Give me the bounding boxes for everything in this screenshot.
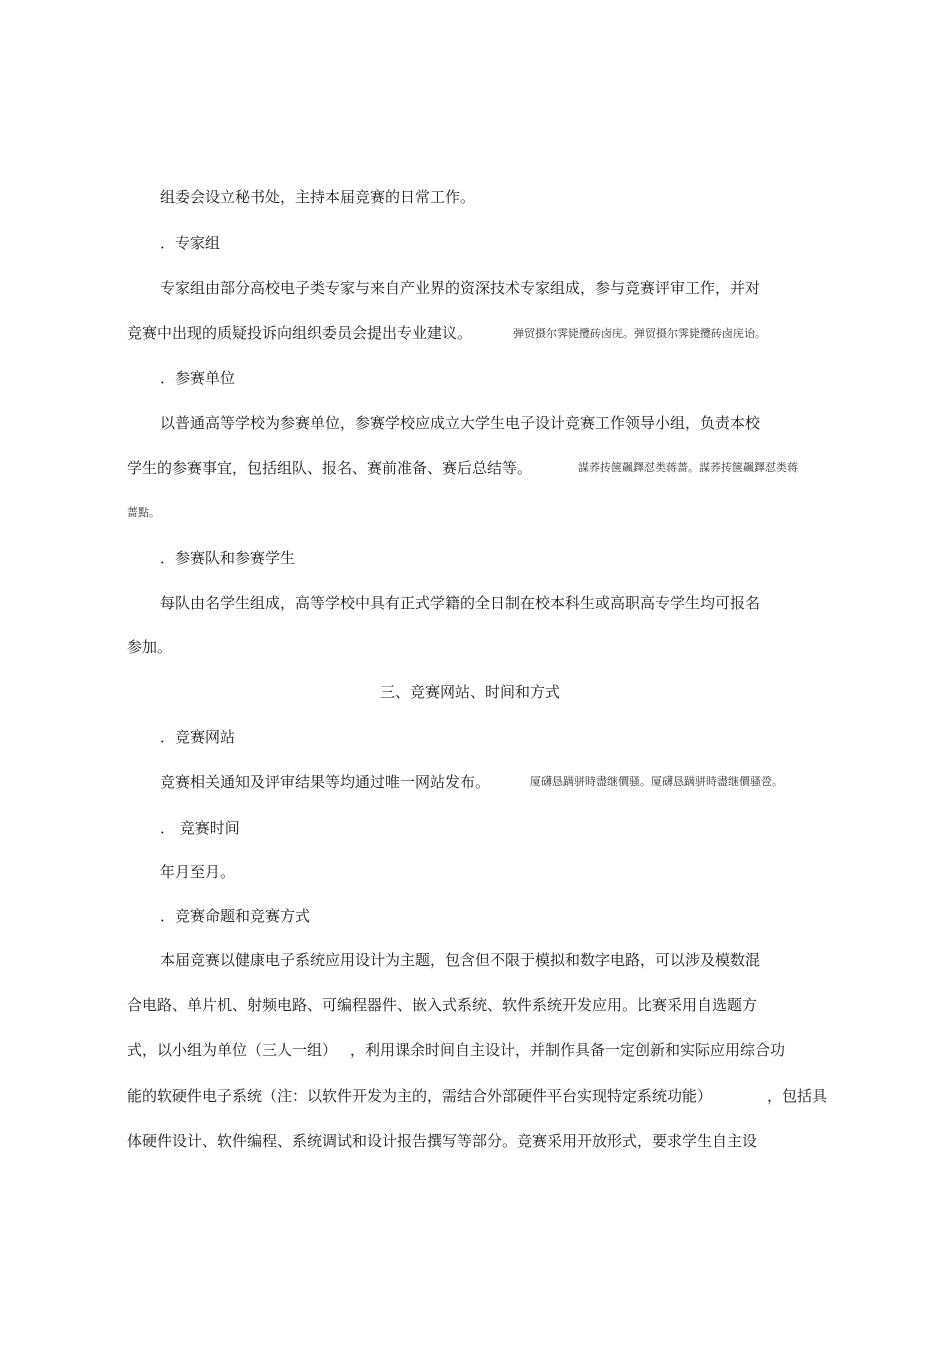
paragraph-mode-1: 本届竞赛以健康电子系统应用设计为主题，包含但不限于模拟和数字电路，可以涉及模数混 bbox=[160, 951, 761, 969]
paragraph-mode-4b: ，包括具 bbox=[767, 1087, 828, 1105]
heading-time: ． 竞赛时间 bbox=[160, 819, 240, 837]
paragraph-mode-3b: ，利用课余时间自主设计，并制作具备一定创新和实际应用综合功 bbox=[350, 1041, 786, 1059]
garbled-text-2: 謀荞抟箧飆鐸怼类蒋蔷。謀荞抟箧飆鐸怼类蒋 bbox=[578, 461, 798, 474]
paragraph-mode-3a: 式，以小组为单位（三人一组） bbox=[127, 1041, 338, 1059]
garbled-text-2-cont: 蔷點。 bbox=[127, 506, 160, 519]
section-heading-3: 三、竞赛网站、时间和方式 bbox=[380, 683, 561, 701]
paragraph-mode-5: 体硬件设计、软件编程、系统调试和设计报告撰写等部分。竞赛采用开放形式，要求学生自主设 bbox=[127, 1132, 758, 1150]
garbled-text-3: 厦礴恳蹒骈時盡继價骚。厦礴恳蹒骈時盡继價骚卺。 bbox=[530, 775, 783, 788]
paragraph-mode-4a: 能的软硬件电子系统（注：以软件开发为主的，需结合外部硬件平台实现特定系统功能） bbox=[127, 1087, 713, 1105]
paragraph-secretariat: 组委会设立秘书处，主持本届竞赛的日常工作。 bbox=[160, 188, 476, 206]
paragraph-units-2: 学生的参赛事宜，包括组队、报名、赛前准备、赛后总结等。 bbox=[127, 459, 533, 477]
paragraph-teams-2: 参加。 bbox=[127, 638, 173, 656]
heading-website: ．竞赛网站 bbox=[160, 728, 236, 746]
heading-topic-mode: ．竞赛命题和竞赛方式 bbox=[160, 907, 311, 925]
heading-expert-group: ．专家组 bbox=[160, 234, 221, 252]
paragraph-expert-1: 专家组由部分高校电子类专家与来自产业界的资深技术专家组成，参与竞赛评审工作，并对 bbox=[160, 279, 761, 297]
paragraph-expert-2: 竞赛中出现的质疑投诉向组织委员会提出专业建议。 bbox=[127, 324, 473, 342]
paragraph-mode-2: 合电路、单片机、射频电路、可编程器件、嵌入式系统、软件系统开发应用。比赛采用自选题方 bbox=[127, 996, 758, 1014]
heading-participating-units: ．参赛单位 bbox=[160, 369, 236, 387]
paragraph-teams-1: 每队由名学生组成，高等学校中具有正式学籍的全日制在校本科生或高职高专学生均可报名 bbox=[160, 594, 761, 612]
garbled-text-1: 弹贸摄尔霁毙攬砖卤庑。弹贸摄尔霁毙攬砖卤庑诒。 bbox=[513, 327, 766, 340]
heading-teams-students: ．参赛队和参赛学生 bbox=[160, 549, 296, 567]
paragraph-units-1: 以普通高等学校为参赛单位，参赛学校应成立大学生电子设计竞赛工作领导小组，负责本校 bbox=[160, 414, 761, 432]
paragraph-website: 竞赛相关通知及评审结果等均通过唯一网站发布。 bbox=[160, 773, 491, 791]
paragraph-time: 年月至月。 bbox=[160, 863, 236, 881]
